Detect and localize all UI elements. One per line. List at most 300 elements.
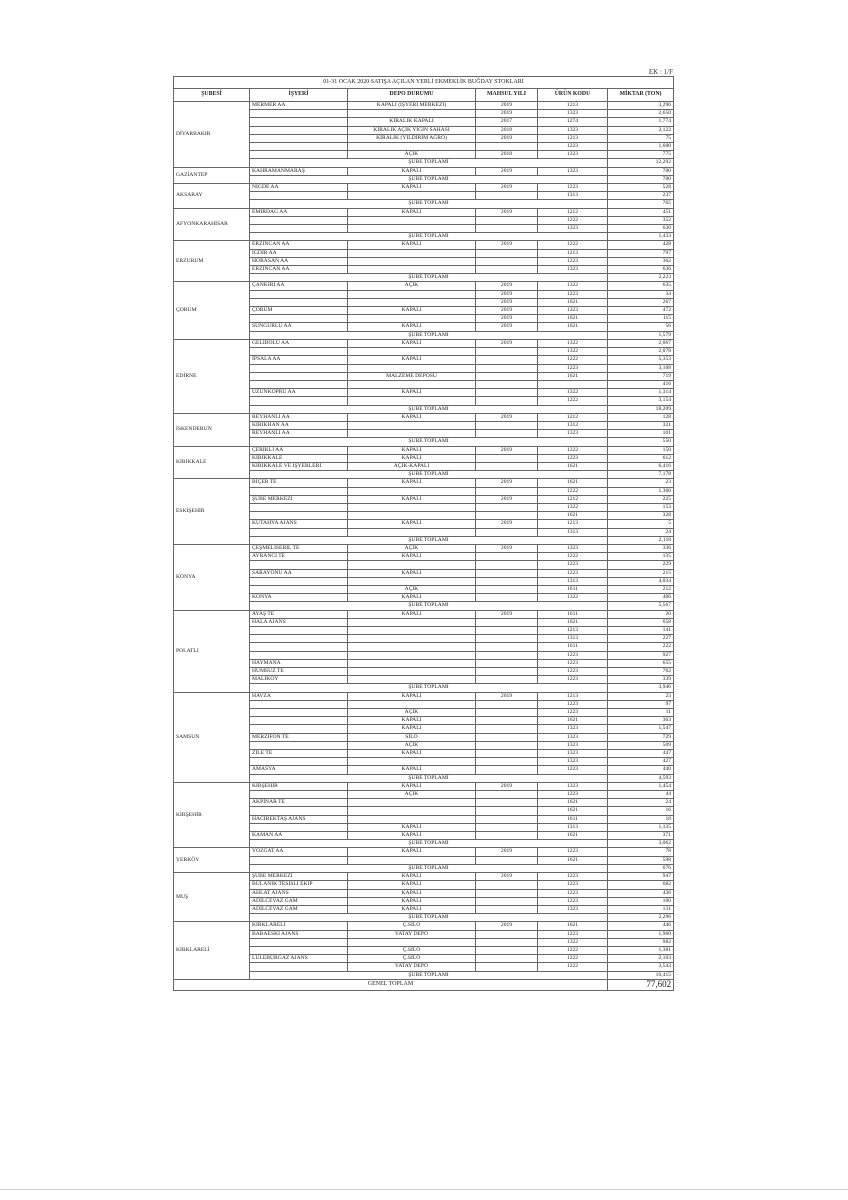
table-row xyxy=(174,692,674,700)
workplace-cell xyxy=(250,225,348,233)
workplace-cell: KIRKLARELİ xyxy=(250,922,348,930)
storage-cell: KAPALI xyxy=(348,848,476,856)
product-code-cell: 1212 xyxy=(538,413,608,421)
subtotal-label: ŞUBE TOPLAMI xyxy=(250,840,608,848)
workplace-cell: KAMAN AA xyxy=(250,832,348,840)
product-code-cell: 1323 xyxy=(538,905,608,913)
quantity-cell: 775 xyxy=(608,151,674,159)
harvest-year-cell xyxy=(476,823,538,831)
workplace-cell: İPSALA AA xyxy=(250,356,348,364)
harvest-year-cell: 2019 xyxy=(476,102,538,110)
harvest-year-cell: 2019 xyxy=(476,479,538,487)
workplace-cell: AYRANCI TE xyxy=(250,553,348,561)
quantity-cell: 6,416 xyxy=(608,462,674,470)
workplace-cell xyxy=(250,585,348,593)
workplace-cell: ŞUBE MERKEZİ xyxy=(250,873,348,881)
harvest-year-cell xyxy=(476,635,538,643)
product-code-cell: 1322 xyxy=(538,446,608,454)
workplace-cell: EMİRDAĞ AA xyxy=(250,208,348,216)
table-row xyxy=(174,544,674,552)
subtotal-value: 5,567 xyxy=(608,602,674,610)
product-code-cell: 1323 xyxy=(538,307,608,315)
quantity-cell: 362 xyxy=(608,257,674,265)
quantity-cell: 1,600 xyxy=(608,143,674,151)
harvest-year-cell: 2019 xyxy=(476,520,538,528)
workplace-cell xyxy=(250,700,348,708)
product-code-cell: 1213 xyxy=(538,627,608,635)
workplace-cell xyxy=(250,372,348,380)
quantity-cell: 115 xyxy=(608,315,674,323)
product-code-cell: 1621 xyxy=(538,372,608,380)
quantity-cell: 23 xyxy=(608,692,674,700)
product-code-cell: 1322 xyxy=(538,503,608,511)
workplace-cell xyxy=(250,134,348,142)
storage-cell: AÇIK xyxy=(348,544,476,552)
storage-cell: AÇIK xyxy=(348,741,476,749)
product-code-cell: 1322 xyxy=(538,938,608,946)
quantity-cell: 446 xyxy=(608,922,674,930)
subtotal-value: 765 xyxy=(608,200,674,208)
storage-cell xyxy=(348,397,476,405)
workplace-cell xyxy=(250,290,348,298)
harvest-year-cell xyxy=(476,143,538,151)
storage-cell: Ç.SİLO xyxy=(348,955,476,963)
workplace-cell: BİÇER TE xyxy=(250,479,348,487)
table-body xyxy=(174,102,674,991)
table-row xyxy=(174,446,674,454)
storage-cell: KAPALI xyxy=(348,339,476,347)
workplace-cell: AYAŞ TE xyxy=(250,610,348,618)
workplace-cell xyxy=(250,758,348,766)
workplace-cell: ADİLCEVAZ GAM xyxy=(250,905,348,913)
storage-cell xyxy=(348,348,476,356)
workplace-cell xyxy=(250,192,348,200)
storage-cell xyxy=(348,651,476,659)
harvest-year-cell: 2019 xyxy=(476,298,538,306)
product-code-cell: 1222 xyxy=(538,487,608,495)
quantity-cell: 150 xyxy=(608,446,674,454)
workplace-cell: BULANIK TESİSLİ EKİP xyxy=(250,881,348,889)
storage-cell xyxy=(348,249,476,257)
product-code-cell: 1223 xyxy=(538,569,608,577)
quantity-cell: 212 xyxy=(608,585,674,593)
harvest-year-cell xyxy=(476,889,538,897)
workplace-cell: LÜLEBURGAZ AJANS xyxy=(250,955,348,963)
storage-cell xyxy=(348,635,476,643)
harvest-year-cell xyxy=(476,881,538,889)
quantity-cell: 2,103 xyxy=(608,955,674,963)
storage-cell: KAPALI xyxy=(348,610,476,618)
quantity-cell: 56 xyxy=(608,323,674,331)
quantity-cell: 229 xyxy=(608,561,674,569)
harvest-year-cell xyxy=(476,946,538,954)
harvest-year-cell xyxy=(476,528,538,536)
harvest-year-cell xyxy=(476,266,538,274)
branch-name: AKSARAY xyxy=(174,184,250,209)
product-code-cell: 1223 xyxy=(538,143,608,151)
storage-cell: KAPALI xyxy=(348,446,476,454)
workplace-cell xyxy=(250,380,348,388)
storage-cell: AÇIK-KAPALI xyxy=(348,462,476,470)
quantity-cell: 20 xyxy=(608,610,674,618)
harvest-year-cell: 2019 xyxy=(476,692,538,700)
table-row xyxy=(174,102,674,110)
quantity-cell: 328 xyxy=(608,512,674,520)
workplace-cell: ERZİNCAN AA xyxy=(250,266,348,274)
workplace-cell xyxy=(250,709,348,717)
harvest-year-cell: 2018 xyxy=(476,151,538,159)
storage-cell xyxy=(348,659,476,667)
table-row xyxy=(174,873,674,881)
subtotal-label: ŞUBE TOPLAMI xyxy=(250,405,608,413)
column-header-kod: ÜRÜN KODU xyxy=(538,89,608,102)
page-annex-label: EK : 1/F xyxy=(648,68,673,76)
storage-cell: KAPALI xyxy=(348,717,476,725)
product-code-cell: 1223 xyxy=(538,651,608,659)
product-code-cell: 1223 xyxy=(538,454,608,462)
branch-name: KIRŞEHİR xyxy=(174,782,250,848)
workplace-cell xyxy=(250,938,348,946)
product-code-cell: 1212 xyxy=(538,495,608,503)
harvest-year-cell xyxy=(476,815,538,823)
quantity-cell: 153 xyxy=(608,503,674,511)
product-code-cell: 1223 xyxy=(538,561,608,569)
product-code-cell: 1611 xyxy=(538,610,608,618)
harvest-year-cell xyxy=(476,553,538,561)
quantity-cell: 1,314 xyxy=(608,389,674,397)
product-code-cell: 1621 xyxy=(538,323,608,331)
workplace-cell xyxy=(250,143,348,151)
workplace-cell: AKPINAR TE xyxy=(250,799,348,807)
branch-name: KIRKLARELİ xyxy=(174,922,250,979)
workplace-cell xyxy=(250,512,348,520)
product-code-cell: 1323 xyxy=(538,110,608,118)
quantity-cell: 227 xyxy=(608,635,674,643)
quantity-cell: 4,034 xyxy=(608,577,674,585)
storage-cell: KAPALI xyxy=(348,823,476,831)
harvest-year-cell xyxy=(476,717,538,725)
harvest-year-cell xyxy=(476,421,538,429)
harvest-year-cell: 2019 xyxy=(476,315,538,323)
product-code-cell: 1621 xyxy=(538,512,608,520)
storage-cell xyxy=(348,799,476,807)
branch-name: MUŞ xyxy=(174,873,250,922)
product-code-cell: 1323 xyxy=(538,758,608,766)
branch-name: ERZURUM xyxy=(174,241,250,282)
harvest-year-cell xyxy=(476,372,538,380)
header-row xyxy=(174,89,674,102)
harvest-year-cell xyxy=(476,569,538,577)
harvest-year-cell: 2019 xyxy=(476,413,538,421)
subtotal-label: ŞUBE TOPLAMI xyxy=(250,914,608,922)
product-code-cell: 1213 xyxy=(538,102,608,110)
subtotal-value: 1,433 xyxy=(608,233,674,241)
harvest-year-cell xyxy=(476,832,538,840)
quantity-cell: 2,122 xyxy=(608,126,674,134)
workplace-cell xyxy=(250,717,348,725)
quantity-cell: 655 xyxy=(608,659,674,667)
quantity-cell: 797 xyxy=(608,249,674,257)
workplace-cell xyxy=(250,126,348,134)
quantity-cell: 2,650 xyxy=(608,110,674,118)
storage-cell xyxy=(348,216,476,224)
storage-cell: KAPALI xyxy=(348,495,476,503)
harvest-year-cell xyxy=(476,389,538,397)
subtotal-label: ŞUBE TOPLAMI xyxy=(250,971,608,979)
quantity-cell: 447 xyxy=(608,750,674,758)
storage-cell xyxy=(348,487,476,495)
product-code-cell: 1621 xyxy=(538,856,608,864)
branch-name: EDİRNE xyxy=(174,339,250,413)
branch-name: ESKİŞEHİR xyxy=(174,479,250,545)
product-code-cell: 1323 xyxy=(538,126,608,134)
product-code-cell: 1222 xyxy=(538,553,608,561)
table-row xyxy=(174,922,674,930)
quantity-cell: 237 xyxy=(608,192,674,200)
storage-cell: KAPALI xyxy=(348,454,476,462)
workplace-cell: KIRŞEHİR xyxy=(250,782,348,790)
quantity-cell: 3,154 xyxy=(608,397,674,405)
column-header-isyeri: İŞYERİ xyxy=(250,89,348,102)
quantity-cell: 1,547 xyxy=(608,725,674,733)
workplace-cell: HAVZA xyxy=(250,692,348,700)
storage-cell xyxy=(348,856,476,864)
subtotal-value: 3,946 xyxy=(608,684,674,692)
harvest-year-cell: 2019 xyxy=(476,208,538,216)
product-code-cell: 1611 xyxy=(538,815,608,823)
storage-cell xyxy=(348,577,476,585)
workplace-cell: NİĞDE AA xyxy=(250,184,348,192)
harvest-year-cell: 2019 xyxy=(476,922,538,930)
harvest-year-cell: 2019 xyxy=(476,323,538,331)
product-code-cell: 1223 xyxy=(538,848,608,856)
branch-name: YERKÖY xyxy=(174,848,250,873)
harvest-year-cell xyxy=(476,700,538,708)
product-code-cell: 1222 xyxy=(538,397,608,405)
workplace-cell: MERMER AA xyxy=(250,102,348,110)
quantity-cell: 267 xyxy=(608,298,674,306)
storage-cell: KAPALI xyxy=(348,356,476,364)
quantity-cell: 363 xyxy=(608,717,674,725)
quantity-cell: 371 xyxy=(608,832,674,840)
storage-cell xyxy=(348,257,476,265)
product-code-cell: 1621 xyxy=(538,462,608,470)
quantity-cell: 3,296 xyxy=(608,102,674,110)
storage-cell: KİRALIK KAPALI xyxy=(348,118,476,126)
workplace-cell xyxy=(250,364,348,372)
product-code-cell: 1223 xyxy=(538,700,608,708)
product-code-cell: 1213 xyxy=(538,520,608,528)
quantity-cell: 1,360 xyxy=(608,487,674,495)
storage-cell: KAPALI xyxy=(348,479,476,487)
storage-cell: SİLO xyxy=(348,733,476,741)
product-code-cell: 1222 xyxy=(538,216,608,224)
storage-cell xyxy=(348,315,476,323)
quantity-cell: 719 xyxy=(608,372,674,380)
workplace-cell xyxy=(250,627,348,635)
product-code-cell: 1274 xyxy=(538,118,608,126)
subtotal-value: 4,593 xyxy=(608,774,674,782)
storage-cell xyxy=(348,192,476,200)
subtotal-label: ŞUBE TOPLAMI xyxy=(250,536,608,544)
quantity-cell: 658 xyxy=(608,618,674,626)
workplace-cell xyxy=(250,110,348,118)
workplace-cell xyxy=(250,528,348,536)
workplace-cell: HAYMANA xyxy=(250,659,348,667)
workplace-cell: ÇEŞMELİSEBİL TE xyxy=(250,544,348,552)
quantity-cell: 18 xyxy=(608,815,674,823)
quantity-cell: 635 xyxy=(608,282,674,290)
storage-cell: KAPALI xyxy=(348,569,476,577)
quantity-cell: 5 xyxy=(608,520,674,528)
quantity-cell: 3,108 xyxy=(608,364,674,372)
storage-cell xyxy=(348,528,476,536)
product-code-cell: 1323 xyxy=(538,733,608,741)
harvest-year-cell xyxy=(476,930,538,938)
quantity-cell: 128 xyxy=(608,413,674,421)
workplace-cell xyxy=(250,348,348,356)
workplace-cell: KAHRAMANMARAŞ xyxy=(250,167,348,175)
workplace-cell: ERZİNCAN AA xyxy=(250,241,348,249)
harvest-year-cell xyxy=(476,963,538,971)
product-code-cell: 1213 xyxy=(538,692,608,700)
harvest-year-cell: 2019 xyxy=(476,446,538,454)
quantity-cell: 78 xyxy=(608,848,674,856)
product-code-cell: 1213 xyxy=(538,134,608,142)
storage-cell: KAPALI xyxy=(348,766,476,774)
table-row xyxy=(174,208,674,216)
harvest-year-cell: 2019 xyxy=(476,610,538,618)
harvest-year-cell xyxy=(476,249,538,257)
subtotal-label: ŞUBE TOPLAMI xyxy=(250,864,608,872)
workplace-cell: KIRIKKALE xyxy=(250,454,348,462)
harvest-year-cell xyxy=(476,594,538,602)
quantity-cell: 339 xyxy=(608,676,674,684)
product-code-cell: 1223 xyxy=(538,881,608,889)
storage-cell xyxy=(348,676,476,684)
harvest-year-cell xyxy=(476,561,538,569)
harvest-year-cell xyxy=(476,766,538,774)
storage-cell xyxy=(348,143,476,151)
grand-total-value: 77,602 xyxy=(608,979,674,990)
product-code-cell: 1223 xyxy=(538,930,608,938)
branch-name: POLATLI xyxy=(174,610,250,692)
quantity-cell: 222 xyxy=(608,643,674,651)
quantity-cell: 24 xyxy=(608,528,674,536)
storage-cell xyxy=(348,758,476,766)
workplace-cell xyxy=(250,963,348,971)
harvest-year-cell xyxy=(476,709,538,717)
storage-cell xyxy=(348,225,476,233)
harvest-year-cell xyxy=(476,356,538,364)
product-code-cell: 1222 xyxy=(538,356,608,364)
branch-name: DİYARBAKIR xyxy=(174,102,250,168)
product-code-cell: 1212 xyxy=(538,208,608,216)
harvest-year-cell xyxy=(476,741,538,749)
quantity-cell: 598 xyxy=(608,856,674,864)
storage-cell xyxy=(348,627,476,635)
harvest-year-cell xyxy=(476,364,538,372)
harvest-year-cell xyxy=(476,643,538,651)
quantity-cell: 982 xyxy=(608,938,674,946)
product-code-cell: 1313 xyxy=(538,528,608,536)
workplace-cell: KIRIKKALE VE İŞYERLERİ xyxy=(250,462,348,470)
workplace-cell: MERZİFON TE xyxy=(250,733,348,741)
storage-cell: Ç.SİLO xyxy=(348,946,476,954)
branch-name: KIRIKKALE xyxy=(174,446,250,479)
storage-cell: KAPALI xyxy=(348,873,476,881)
storage-cell: KAPALI xyxy=(348,889,476,897)
product-code-cell: 1313 xyxy=(538,635,608,643)
product-code-cell: 1323 xyxy=(538,544,608,552)
harvest-year-cell xyxy=(476,216,538,224)
branch-name: SAMSUN xyxy=(174,692,250,782)
storage-cell xyxy=(348,110,476,118)
branch-name: ÇORUM xyxy=(174,282,250,339)
branch-name: KONYA xyxy=(174,544,250,610)
quantity-cell: 97 xyxy=(608,700,674,708)
workplace-cell xyxy=(250,315,348,323)
harvest-year-cell xyxy=(476,955,538,963)
harvest-year-cell xyxy=(476,585,538,593)
product-code-cell: 1611 xyxy=(538,643,608,651)
workplace-cell: GELİBOLU AA xyxy=(250,339,348,347)
subtotal-label: ŞUBE TOPLAMI xyxy=(250,159,608,167)
harvest-year-cell xyxy=(476,750,538,758)
product-code-cell: 1323 xyxy=(538,266,608,274)
grand-total-row xyxy=(174,979,674,990)
product-code-cell: 1323 xyxy=(538,782,608,790)
storage-cell xyxy=(348,561,476,569)
harvest-year-cell xyxy=(476,733,538,741)
storage-cell: MALZEME DEPOSU xyxy=(348,372,476,380)
storage-cell: KAPALI xyxy=(348,241,476,249)
workplace-cell: ZİLE TE xyxy=(250,750,348,758)
quantity-cell: 141 xyxy=(608,627,674,635)
product-code-cell: 1323 xyxy=(538,151,608,159)
table-row xyxy=(174,167,674,175)
quantity-cell: 509 xyxy=(608,741,674,749)
harvest-year-cell: 2019 xyxy=(476,167,538,175)
harvest-year-cell xyxy=(476,430,538,438)
harvest-year-cell xyxy=(476,618,538,626)
harvest-year-cell: 2019 xyxy=(476,134,538,142)
storage-cell: KAPALI xyxy=(348,725,476,733)
workplace-cell xyxy=(250,118,348,126)
quantity-cell: 5,353 xyxy=(608,356,674,364)
storage-cell: KAPALI xyxy=(348,323,476,331)
product-code-cell: 1223 xyxy=(538,364,608,372)
quantity-cell: 23 xyxy=(608,479,674,487)
product-code-cell: 1313 xyxy=(538,823,608,831)
workplace-cell xyxy=(250,503,348,511)
storage-cell xyxy=(348,643,476,651)
workplace-cell xyxy=(250,823,348,831)
product-code-cell: 1223 xyxy=(538,290,608,298)
product-code-cell: 1621 xyxy=(538,479,608,487)
product-code-cell: 1222 xyxy=(538,946,608,954)
subtotal-value: 700 xyxy=(608,175,674,183)
workplace-cell: IĞDIR AA xyxy=(250,249,348,257)
workplace-cell: KONYA xyxy=(250,594,348,602)
workplace-cell: MALIKÖY xyxy=(250,676,348,684)
subtotal-label: ŞUBE TOPLAMI xyxy=(250,602,608,610)
workplace-cell: SARAYÖNÜ AA xyxy=(250,569,348,577)
storage-cell xyxy=(348,512,476,520)
harvest-year-cell xyxy=(476,897,538,905)
harvest-year-cell xyxy=(476,659,538,667)
quantity-cell: 636 xyxy=(608,266,674,274)
